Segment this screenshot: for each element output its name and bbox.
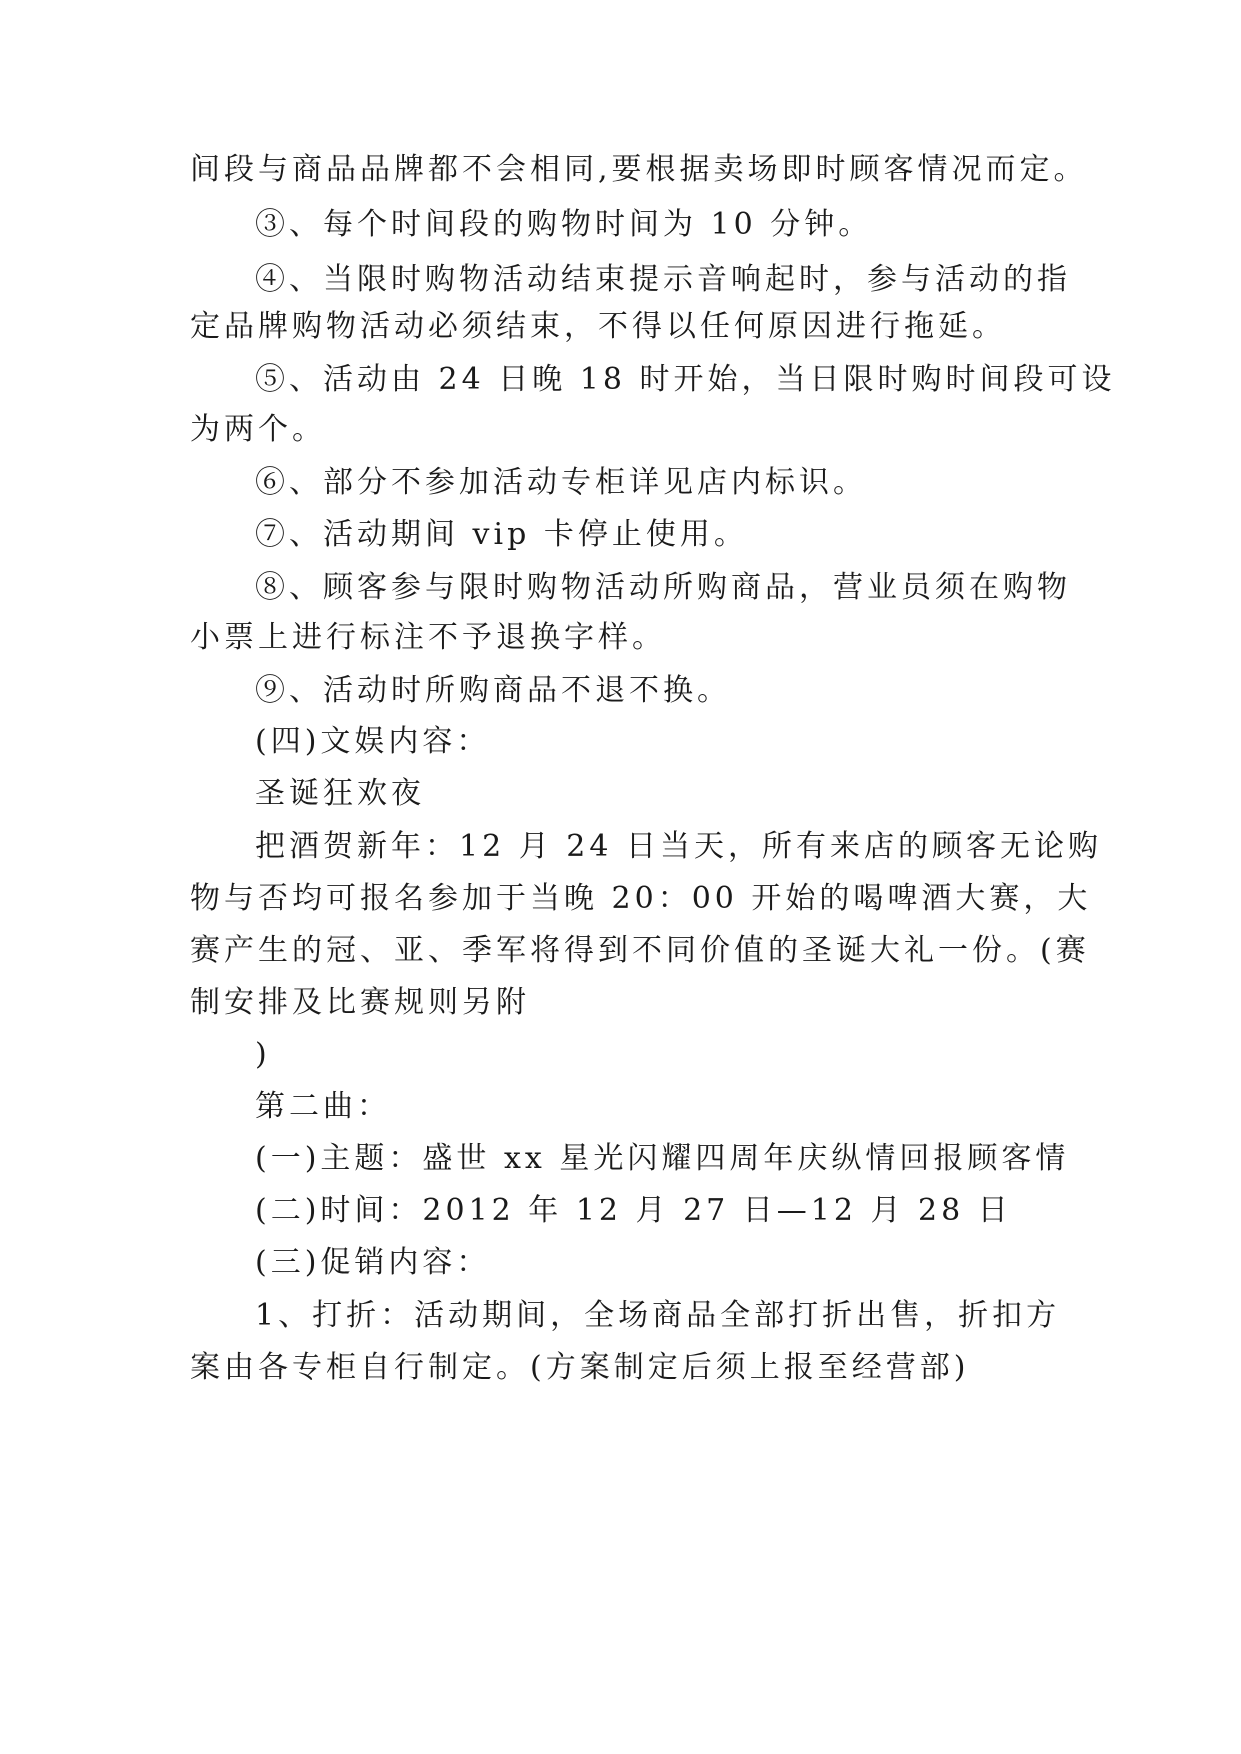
text-line: 制安排及比赛规则另附	[190, 985, 530, 1020]
text-line: (二)时间：2012 年 12 月 27 日—12 月 28 日	[255, 1193, 1012, 1228]
text-line: ④、当限时购物活动结束提示音响起时，参与活动的指	[255, 262, 1071, 297]
text-line: 案由各专柜自行制定。(方案制定后须上报至经营部)	[190, 1350, 970, 1385]
section-heading: 第二曲：	[255, 1089, 391, 1124]
text-line: )	[255, 1037, 271, 1072]
text-line: ⑦、活动期间 vip 卡停止使用。	[255, 517, 748, 552]
text-line: 间段与商品品牌都不会相同,要根据卖场即时顾客情况而定。	[190, 152, 1088, 187]
text-line: 赛产生的冠、亚、季军将得到不同价值的圣诞大礼一份。(赛	[190, 933, 1090, 968]
section-heading: (四)文娱内容：	[255, 724, 491, 759]
text-line: 把酒贺新年：12 月 24 日当天，所有来店的顾客无论购	[255, 829, 1102, 864]
section-heading: (三)促销内容：	[255, 1245, 491, 1280]
text-line: 1、打折：活动期间，全场商品全部打折出售，折扣方	[255, 1298, 1061, 1333]
text-line: ⑥、部分不参加活动专柜详见店内标识。	[255, 465, 867, 500]
text-line: (一)主题：盛世 xx 星光闪耀四周年庆纵情回报顾客情	[255, 1141, 1070, 1176]
text-line: 物与否均可报名参加于当晚 20：00 开始的喝啤酒大赛，大	[190, 881, 1092, 916]
text-line: ⑨、活动时所购商品不退不换。	[255, 673, 731, 708]
text-line: 为两个。	[190, 412, 326, 447]
text-line: 圣诞狂欢夜	[255, 776, 425, 811]
text-line: ⑤、活动由 24 日晚 18 时开始，当日限时购时间段可设	[255, 362, 1116, 397]
text-line: 定品牌购物活动必须结束，不得以任何原因进行拖延。	[190, 309, 1006, 344]
text-line: ③、每个时间段的购物时间为 10 分钟。	[255, 207, 873, 242]
text-line: 小票上进行标注不予退换字样。	[190, 620, 666, 655]
text-line: ⑧、顾客参与限时购物活动所购商品，营业员须在购物	[255, 570, 1071, 605]
